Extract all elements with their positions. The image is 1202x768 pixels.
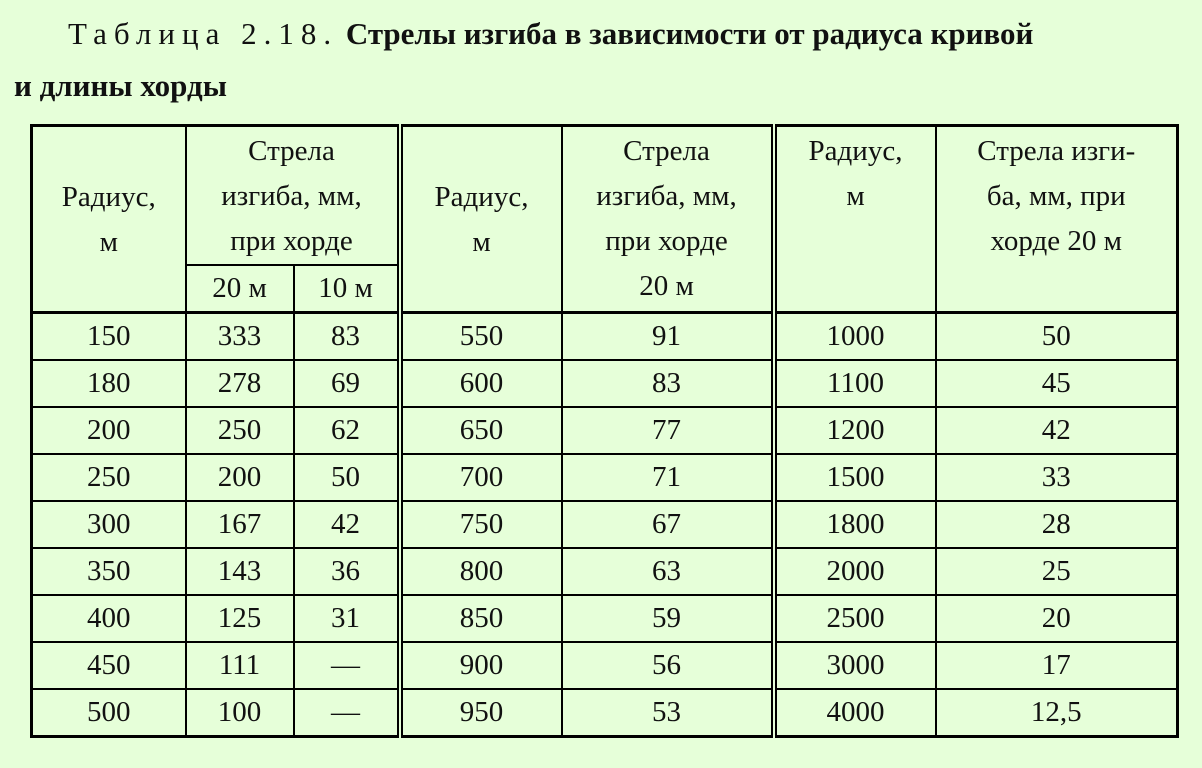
cell-arrow-20m-3: 33 [936, 454, 1178, 501]
cell-radius-1: 500 [32, 689, 186, 737]
table-row [32, 501, 1178, 548]
header-arrow-1: Стрела изгиба, мм, при хорде [186, 126, 400, 266]
cell-radius-2: 800 [400, 548, 562, 595]
table-row [32, 689, 1178, 737]
cell-arrow-20m-3: 12,5 [936, 689, 1178, 737]
header-radius-3: Радиус, м [774, 126, 936, 313]
cell-radius-2: 950 [400, 689, 562, 737]
cell-radius-3: 1500 [774, 454, 936, 501]
cell-radius-1: 150 [32, 313, 186, 361]
table-row [32, 313, 1178, 361]
cell-arrow-20m-3: 17 [936, 642, 1178, 689]
deflection-table [30, 124, 1179, 738]
cell-arrow-20m-1: 100 [186, 689, 294, 737]
cell-radius-2: 850 [400, 595, 562, 642]
cell-arrow-20m-3: 50 [936, 313, 1178, 361]
cell-radius-2: 650 [400, 407, 562, 454]
table-number: Таблица 2.18. [68, 16, 339, 51]
cell-arrow-20m-2: 56 [562, 642, 774, 689]
table-row [32, 642, 1178, 689]
cell-radius-1: 200 [32, 407, 186, 454]
cell-arrow-10m: 69 [294, 360, 400, 407]
cell-radius-3: 1800 [774, 501, 936, 548]
cell-arrow-20m-3: 20 [936, 595, 1178, 642]
cell-arrow-20m-3: 28 [936, 501, 1178, 548]
header-radius-1: Радиус, м [32, 126, 186, 313]
cell-arrow-20m-1: 200 [186, 454, 294, 501]
cell-radius-3: 2500 [774, 595, 936, 642]
caption-line-2: и длины хорды [14, 68, 227, 103]
cell-arrow-20m-3: 42 [936, 407, 1178, 454]
cell-arrow-20m-1: 278 [186, 360, 294, 407]
caption-line-1 [14, 8, 1202, 60]
cell-arrow-20m-2: 91 [562, 313, 774, 361]
cell-arrow-20m-2: 53 [562, 689, 774, 737]
cell-arrow-20m-2: 59 [562, 595, 774, 642]
cell-radius-2: 550 [400, 313, 562, 361]
cell-arrow-20m-2: 63 [562, 548, 774, 595]
cell-arrow-10m: — [294, 689, 400, 737]
cell-radius-1: 400 [32, 595, 186, 642]
header-arrow-3: Стрела изги- ба, мм, при хорде 20 м [936, 126, 1178, 313]
cell-arrow-20m-2: 77 [562, 407, 774, 454]
header-radius-2: Радиус, м [400, 126, 562, 313]
cell-radius-2: 750 [400, 501, 562, 548]
cell-radius-3: 1100 [774, 360, 936, 407]
cell-arrow-20m-1: 333 [186, 313, 294, 361]
cell-radius-2: 700 [400, 454, 562, 501]
cell-radius-1: 250 [32, 454, 186, 501]
header-chord-20: 20 м [186, 265, 294, 313]
header-arrow-2: Стрела изгиба, мм, при хорде 20 м [562, 126, 774, 313]
table-row [32, 548, 1178, 595]
cell-radius-1: 180 [32, 360, 186, 407]
cell-arrow-10m: — [294, 642, 400, 689]
cell-radius-1: 300 [32, 501, 186, 548]
cell-arrow-20m-2: 71 [562, 454, 774, 501]
cell-radius-3: 2000 [774, 548, 936, 595]
cell-radius-1: 450 [32, 642, 186, 689]
cell-arrow-10m: 42 [294, 501, 400, 548]
cell-arrow-20m-1: 125 [186, 595, 294, 642]
table-row [32, 454, 1178, 501]
cell-arrow-10m: 83 [294, 313, 400, 361]
cell-arrow-20m-1: 167 [186, 501, 294, 548]
cell-arrow-10m: 36 [294, 548, 400, 595]
cell-arrow-20m-1: 111 [186, 642, 294, 689]
cell-radius-3: 4000 [774, 689, 936, 737]
table-caption [14, 8, 1202, 112]
cell-arrow-20m-3: 45 [936, 360, 1178, 407]
cell-radius-2: 600 [400, 360, 562, 407]
cell-arrow-10m: 62 [294, 407, 400, 454]
cell-radius-2: 900 [400, 642, 562, 689]
cell-arrow-20m-1: 250 [186, 407, 294, 454]
table-row [32, 407, 1178, 454]
cell-radius-1: 350 [32, 548, 186, 595]
cell-arrow-20m-2: 67 [562, 501, 774, 548]
table-title: Стрелы изгиба в зависимости от радиуса кривой [345, 16, 1034, 51]
table-row [32, 595, 1178, 642]
table-row [32, 360, 1178, 407]
cell-arrow-10m: 50 [294, 454, 400, 501]
cell-arrow-20m-3: 25 [936, 548, 1178, 595]
cell-arrow-20m-2: 83 [562, 360, 774, 407]
cell-radius-3: 1200 [774, 407, 936, 454]
header-chord-10: 10 м [294, 265, 400, 313]
cell-radius-3: 1000 [774, 313, 936, 361]
cell-arrow-10m: 31 [294, 595, 400, 642]
cell-arrow-20m-1: 143 [186, 548, 294, 595]
cell-radius-3: 3000 [774, 642, 936, 689]
